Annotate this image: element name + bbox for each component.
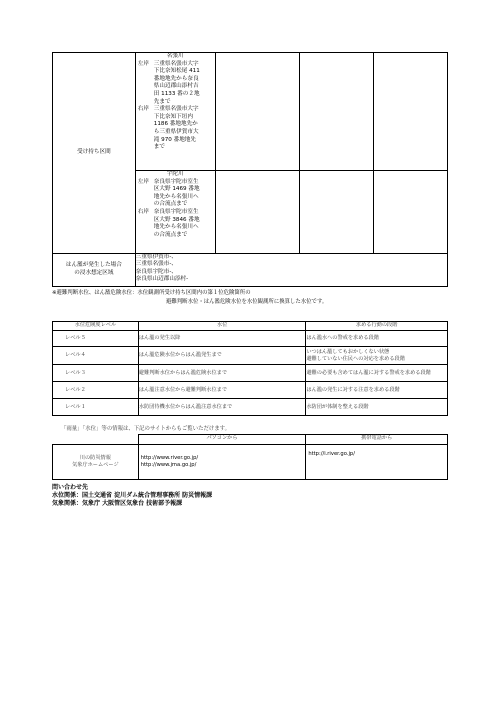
bank-line: 奈良県宇陀市室生 — [153, 208, 199, 215]
bank-line: 区大野 1469 番地 — [153, 186, 200, 193]
bank-line: 番地地先から奈良 — [153, 75, 199, 82]
water-cell: 水防団待機水位からはん濫注意水位まで — [138, 399, 306, 416]
contact-block — [52, 484, 212, 508]
bank-line: 県山辺郡山添村吉 — [153, 83, 199, 90]
water-cell: 避難判断水位からはん濫危険水位まで — [138, 365, 306, 382]
flood-area-item: 三重県伊賀市-、 — [135, 254, 177, 260]
contact-title: 問い合わせ先 — [52, 484, 89, 491]
level-cell: レベル１ — [53, 399, 139, 416]
contact-weather: 気象関係：気象庁 大阪管区気象台 技術部予報課 — [52, 500, 183, 507]
mobile-header: 携帯電話から — [306, 435, 448, 445]
site-label-cell — [53, 445, 139, 480]
river-1-cell — [135, 53, 215, 171]
action-cell — [306, 365, 448, 382]
pc-url-link[interactable]: http://www.jma.go.jp/ — [140, 462, 197, 468]
level-cell: レベル５ — [53, 331, 139, 347]
river-2-left-bank — [136, 179, 215, 209]
empty-cell — [374, 53, 448, 171]
level-table — [52, 321, 448, 416]
bank-line: 区大野 3846 番地 — [153, 216, 200, 223]
bank-line: 地先から名張川へ — [153, 193, 199, 200]
action-cell — [306, 382, 448, 399]
pc-url-cell — [138, 445, 306, 480]
river-1-right-bank — [136, 106, 215, 152]
level-header: 水位危険度レベル — [53, 322, 139, 331]
bank-side-label: 左岸 — [137, 178, 149, 185]
flood-area-label-cell — [53, 254, 136, 287]
action-cell — [306, 347, 448, 365]
water-cell: はん濫の発生以降 — [138, 331, 306, 347]
flood-area-item: 三重県名張市-、 — [135, 261, 177, 268]
site-label: 川の防災情報 — [79, 455, 111, 461]
action-header: 求める行動の段階 — [306, 322, 448, 331]
action-line: 避難の必要も含めてはん濫に対する警戒を求める段階 — [306, 369, 431, 376]
water-cell: はん濫注意水位から避難判断水位まで — [138, 382, 306, 399]
bank-line: 下比奈知松尾 411 — [153, 68, 200, 75]
mobile-url-cell — [306, 445, 448, 480]
bank-side-label: 右岸 — [137, 106, 149, 113]
empty-cell — [215, 171, 300, 254]
mobile-url-link[interactable]: http://i.river.go.jp/ — [308, 451, 355, 457]
river-1-name: 名張川 — [166, 53, 184, 59]
flood-area-cell — [135, 254, 447, 287]
level-cell: レベル３ — [53, 365, 139, 382]
action-cell — [306, 331, 448, 347]
empty-cell — [300, 53, 374, 171]
bank-line: ら三重県伊賀市大 — [153, 128, 199, 135]
flood-area-label: の浸水想定区域 — [74, 270, 114, 276]
river-2-right-bank — [136, 209, 215, 239]
action-line: いつはん濫してもおかしくない状態 — [306, 348, 390, 355]
bank-line: 三重県名張市大字 — [153, 106, 199, 113]
site-label: 気象庁ホームページ — [72, 462, 119, 468]
level-cell: レベル２ — [53, 382, 139, 399]
flood-area-label: はん濫が発生した場合 — [65, 262, 122, 269]
action-cell — [306, 399, 448, 416]
bank-line: 地先から名張川へ — [153, 224, 199, 231]
action-line: はん濫水への警戒を求める段階 — [306, 335, 379, 341]
river-1-left-bank — [136, 61, 215, 107]
bank-description — [154, 209, 215, 239]
river-2-cell — [135, 171, 215, 254]
bank-side-label: 右岸 — [137, 208, 149, 215]
action-line: はん濫の発生に対する注意を求める段階 — [306, 386, 400, 393]
bank-description — [154, 179, 215, 209]
action-line: 避難していない住民への対応を求める段階 — [306, 355, 405, 362]
site-caption: 「雨量」「水位」等の情報は、下記のサイトからもご覧いただけます。 — [61, 426, 230, 432]
bank-line: 田 1133 番の２地 — [153, 90, 200, 97]
flood-area-item: 奈良県宇陀市-、 — [135, 268, 177, 275]
basin-table — [52, 52, 448, 287]
bank-line: 1186 番地地先か — [153, 121, 198, 128]
empty-cell — [53, 435, 139, 445]
bank-description — [154, 106, 215, 152]
pc-header: パソコンから — [138, 435, 306, 445]
bank-description — [154, 61, 215, 107]
empty-cell — [374, 171, 448, 254]
bank-line: 先まで — [153, 98, 171, 105]
bank-line: 下比奈知下垣内 — [153, 113, 193, 120]
contact-water: 水位関係：国土交通省 淀川ダム統合管理事務所 防災情報課 — [52, 492, 213, 499]
flood-area-item: 奈良県山辺郡山添村- — [135, 276, 189, 283]
empty-cell — [215, 53, 300, 171]
river-2-name: 宇陀川 — [166, 171, 184, 177]
bank-line: 三重県名張市大字 — [153, 60, 199, 67]
bank-line: 滝 970 番地地先 — [153, 136, 196, 143]
water-cell: はん濫危険水位からはん濫発生まで — [138, 347, 306, 365]
bank-side-label: 左岸 — [137, 60, 149, 67]
section-label-cell — [53, 53, 136, 254]
note-line-1: ※避難判断水位、はん濫危険水位：水位観測所受け持ち区間内の第１位危険箇所の — [52, 290, 251, 296]
bank-line: の合流点まで — [153, 231, 188, 238]
section-label: 受け持ち区間 — [77, 149, 111, 156]
pc-url-link[interactable]: http://www.river.go.jp/ — [140, 455, 199, 461]
note-line-2: 避難判断水位・はん濫危険水位を水位観測所に換算した水位です。 — [166, 299, 328, 305]
water-header: 水位 — [138, 322, 306, 331]
site-table — [52, 434, 448, 480]
bank-line: 奈良県宇陀市室生 — [153, 178, 199, 185]
bank-line: の合流点まで — [153, 201, 188, 208]
empty-cell — [300, 171, 374, 254]
bank-line: まで — [153, 144, 165, 151]
level-cell: レベル４ — [53, 347, 139, 365]
action-line: 水防団が体制を整える段階 — [306, 403, 369, 410]
